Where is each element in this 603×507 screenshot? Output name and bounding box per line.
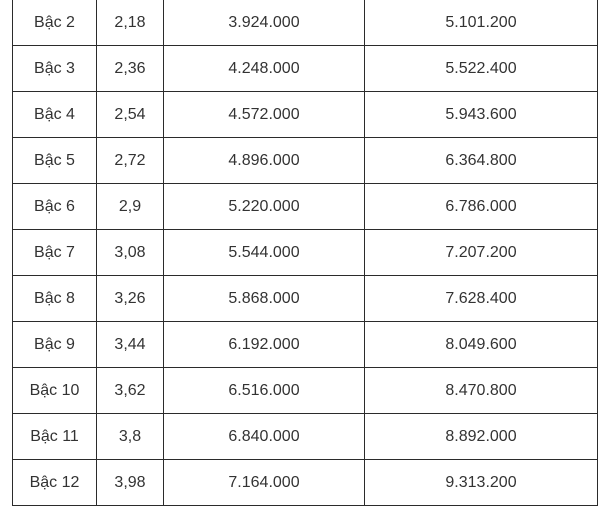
grade-cell: Bậc 4 xyxy=(13,92,97,138)
grade-cell: Bậc 8 xyxy=(13,276,97,322)
salary-table-body xyxy=(13,0,598,506)
new-salary-cell: 7.628.400 xyxy=(365,276,598,322)
salary-table xyxy=(12,0,598,506)
new-salary-cell: 5.943.600 xyxy=(365,92,598,138)
salary-table-container xyxy=(12,0,597,506)
current-salary-cell: 5.544.000 xyxy=(164,230,365,276)
table-row xyxy=(13,414,598,460)
table-row xyxy=(13,322,598,368)
table-row xyxy=(13,0,598,46)
coefficient-cell: 3,44 xyxy=(97,322,164,368)
current-salary-cell: 7.164.000 xyxy=(164,460,365,506)
new-salary-cell: 9.313.200 xyxy=(365,460,598,506)
current-salary-cell: 6.840.000 xyxy=(164,414,365,460)
new-salary-cell: 8.892.000 xyxy=(365,414,598,460)
new-salary-cell: 5.101.200 xyxy=(365,0,598,46)
current-salary-cell: 4.248.000 xyxy=(164,46,365,92)
current-salary-cell: 4.572.000 xyxy=(164,92,365,138)
new-salary-cell: 6.786.000 xyxy=(365,184,598,230)
coefficient-cell: 3,26 xyxy=(97,276,164,322)
table-row xyxy=(13,460,598,506)
current-salary-cell: 4.896.000 xyxy=(164,138,365,184)
grade-cell: Bậc 3 xyxy=(13,46,97,92)
current-salary-cell: 5.220.000 xyxy=(164,184,365,230)
grade-cell: Bậc 10 xyxy=(13,368,97,414)
coefficient-cell: 3,62 xyxy=(97,368,164,414)
new-salary-cell: 8.470.800 xyxy=(365,368,598,414)
coefficient-cell: 3,08 xyxy=(97,230,164,276)
grade-cell: Bậc 2 xyxy=(13,0,97,46)
grade-cell: Bậc 11 xyxy=(13,414,97,460)
new-salary-cell: 8.049.600 xyxy=(365,322,598,368)
coefficient-cell: 2,9 xyxy=(97,184,164,230)
current-salary-cell: 6.192.000 xyxy=(164,322,365,368)
coefficient-cell: 2,54 xyxy=(97,92,164,138)
table-row xyxy=(13,92,598,138)
grade-cell: Bậc 6 xyxy=(13,184,97,230)
coefficient-cell: 3,8 xyxy=(97,414,164,460)
table-row xyxy=(13,184,598,230)
table-row xyxy=(13,46,598,92)
current-salary-cell: 3.924.000 xyxy=(164,0,365,46)
table-row xyxy=(13,276,598,322)
grade-cell: Bậc 5 xyxy=(13,138,97,184)
new-salary-cell: 5.522.400 xyxy=(365,46,598,92)
coefficient-cell: 2,72 xyxy=(97,138,164,184)
new-salary-cell: 7.207.200 xyxy=(365,230,598,276)
coefficient-cell: 2,36 xyxy=(97,46,164,92)
coefficient-cell: 3,98 xyxy=(97,460,164,506)
table-row xyxy=(13,138,598,184)
current-salary-cell: 6.516.000 xyxy=(164,368,365,414)
table-row xyxy=(13,230,598,276)
grade-cell: Bậc 12 xyxy=(13,460,97,506)
current-salary-cell: 5.868.000 xyxy=(164,276,365,322)
grade-cell: Bậc 9 xyxy=(13,322,97,368)
coefficient-cell: 2,18 xyxy=(97,0,164,46)
new-salary-cell: 6.364.800 xyxy=(365,138,598,184)
table-row xyxy=(13,368,598,414)
grade-cell: Bậc 7 xyxy=(13,230,97,276)
